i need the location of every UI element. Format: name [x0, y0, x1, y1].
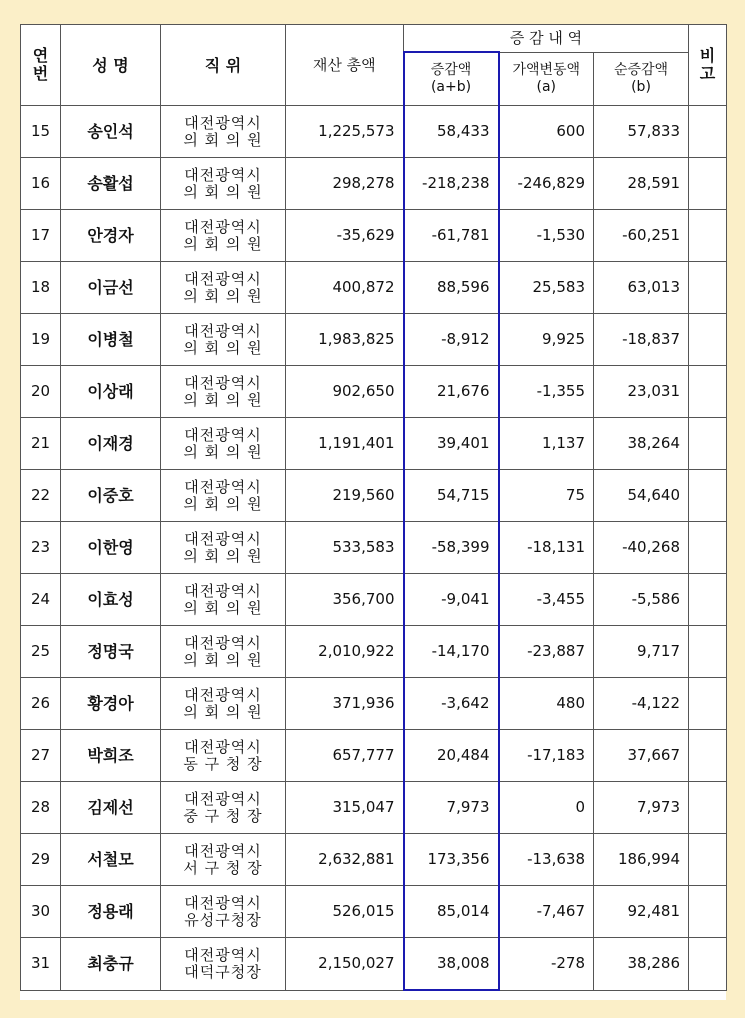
cell-remarks: [689, 418, 727, 470]
cell-name: 정용래: [61, 886, 161, 938]
cell-name: 이금선: [61, 262, 161, 314]
cell-price-change: -13,638: [499, 834, 594, 886]
cell-position: [161, 574, 286, 626]
cell-price-change: 480: [499, 678, 594, 730]
table-row: [21, 158, 727, 210]
table-row: [21, 938, 727, 991]
position-line-2: 의 회 의 원: [183, 702, 263, 721]
position-line-2: 의 회 의 원: [183, 442, 263, 461]
cell-total: 2,632,881: [286, 834, 404, 886]
cell-net-change: -4,122: [594, 678, 689, 730]
cell-position: [161, 262, 286, 314]
cell-total: 657,777: [286, 730, 404, 782]
cell-position: [161, 418, 286, 470]
cell-price-change: -3,455: [499, 574, 594, 626]
cell-net-change: -60,251: [594, 210, 689, 262]
cell-name: 최충규: [61, 938, 161, 991]
cell-total: 533,583: [286, 522, 404, 574]
cell-net-change: 92,481: [594, 886, 689, 938]
cell-net-change: 54,640: [594, 470, 689, 522]
cell-position: [161, 158, 286, 210]
table-row: [21, 730, 727, 782]
position-line-2: 의 회 의 원: [183, 130, 263, 149]
table-row: [21, 262, 727, 314]
cell-no: 20: [21, 366, 61, 418]
cell-name: 이한영: [61, 522, 161, 574]
cell-no: 30: [21, 886, 61, 938]
position-line-2: 의 회 의 원: [183, 234, 263, 253]
table-row: [21, 314, 727, 366]
header-change-total-label: 증감액: [430, 62, 472, 78]
header-price-change-label: 가액변동액: [512, 61, 581, 78]
cell-change-total: 38,008: [404, 938, 499, 991]
table-body: [21, 106, 727, 991]
cell-remarks: [689, 834, 727, 886]
cell-remarks: [689, 158, 727, 210]
asset-disclosure-sheet: [20, 24, 726, 1000]
position-line-2: 의 회 의 원: [183, 650, 263, 669]
cell-change-total: -9,041: [404, 574, 499, 626]
table-row: [21, 834, 727, 886]
position-line-2: 대덕구청장: [184, 962, 262, 981]
cell-change-total: 21,676: [404, 366, 499, 418]
position-line-1: 대전광역시: [184, 217, 262, 236]
position-line-1: 대전광역시: [184, 477, 262, 496]
position-line-2: 의 회 의 원: [183, 494, 263, 513]
cell-price-change: 600: [499, 106, 594, 158]
cell-position: [161, 626, 286, 678]
table-header: [21, 25, 727, 106]
cell-no: 18: [21, 262, 61, 314]
cell-price-change: -17,183: [499, 730, 594, 782]
position-line-1: 대전광역시: [184, 373, 262, 392]
position-line-1: 대전광역시: [184, 425, 262, 444]
cell-total: 219,560: [286, 470, 404, 522]
cell-total: 1,225,573: [286, 106, 404, 158]
cell-name: 김제선: [61, 782, 161, 834]
cell-remarks: [689, 470, 727, 522]
table-row: [21, 106, 727, 158]
position-line-2: 의 회 의 원: [183, 338, 263, 357]
cell-total: 1,983,825: [286, 314, 404, 366]
cell-price-change: 75: [499, 470, 594, 522]
cell-name: 송활섭: [61, 158, 161, 210]
cell-total: 298,278: [286, 158, 404, 210]
table-row: [21, 418, 727, 470]
cell-no: 16: [21, 158, 61, 210]
position-line-2: 의 회 의 원: [183, 286, 263, 305]
cell-remarks: [689, 782, 727, 834]
cell-remarks: [689, 626, 727, 678]
cell-net-change: 63,013: [594, 262, 689, 314]
header-net-change: [594, 52, 689, 106]
header-change-total: [404, 52, 499, 106]
position-line-1: 대전광역시: [184, 321, 262, 340]
cell-name: 서철모: [61, 834, 161, 886]
cell-net-change: 28,591: [594, 158, 689, 210]
position-line-1: 대전광역시: [184, 529, 262, 548]
cell-net-change: 38,286: [594, 938, 689, 991]
cell-total: 2,010,922: [286, 626, 404, 678]
cell-no: 27: [21, 730, 61, 782]
cell-position: [161, 834, 286, 886]
position-line-1: 대전광역시: [184, 269, 262, 288]
cell-no: 22: [21, 470, 61, 522]
cell-change-total: -58,399: [404, 522, 499, 574]
cell-change-total: -14,170: [404, 626, 499, 678]
table-row: [21, 522, 727, 574]
header-price-change-sub: (a): [536, 78, 556, 95]
cell-position: [161, 522, 286, 574]
cell-total: 356,700: [286, 574, 404, 626]
cell-name: 황경아: [61, 678, 161, 730]
position-line-2: 유성구청장: [184, 910, 262, 929]
cell-position: [161, 886, 286, 938]
position-line-1: 대전광역시: [184, 841, 262, 860]
cell-net-change: 57,833: [594, 106, 689, 158]
cell-position: [161, 470, 286, 522]
cell-remarks: [689, 678, 727, 730]
cell-total: 371,936: [286, 678, 404, 730]
cell-position: [161, 938, 286, 991]
cell-net-change: 186,994: [594, 834, 689, 886]
cell-net-change: -5,586: [594, 574, 689, 626]
header-no: 연번: [21, 25, 61, 106]
cell-total: 2,150,027: [286, 938, 404, 991]
cell-remarks: [689, 262, 727, 314]
cell-position: [161, 106, 286, 158]
position-line-1: 대전광역시: [184, 737, 262, 756]
position-line-2: 서 구 청 장: [183, 858, 263, 877]
cell-change-total: 20,484: [404, 730, 499, 782]
cell-price-change: 25,583: [499, 262, 594, 314]
cell-change-total: 85,014: [404, 886, 499, 938]
position-line-1: 대전광역시: [184, 633, 262, 652]
cell-position: [161, 210, 286, 262]
cell-no: 28: [21, 782, 61, 834]
table-row: [21, 470, 727, 522]
cell-price-change: 1,137: [499, 418, 594, 470]
cell-remarks: [689, 210, 727, 262]
cell-total: 400,872: [286, 262, 404, 314]
cell-name: 박희조: [61, 730, 161, 782]
table-row: [21, 626, 727, 678]
cell-name: 이병철: [61, 314, 161, 366]
position-line-1: 대전광역시: [184, 789, 262, 808]
cell-net-change: -40,268: [594, 522, 689, 574]
cell-price-change: -18,131: [499, 522, 594, 574]
position-line-2: 의 회 의 원: [183, 390, 263, 409]
header-net-change-label: 순증감액: [613, 61, 669, 78]
position-line-1: 대전광역시: [184, 165, 262, 184]
cell-no: 21: [21, 418, 61, 470]
cell-name: 이효성: [61, 574, 161, 626]
cell-position: [161, 314, 286, 366]
cell-net-change: 9,717: [594, 626, 689, 678]
cell-remarks: [689, 574, 727, 626]
cell-net-change: -18,837: [594, 314, 689, 366]
cell-change-total: -218,238: [404, 158, 499, 210]
cell-total: 902,650: [286, 366, 404, 418]
cell-no: 15: [21, 106, 61, 158]
cell-name: 이재경: [61, 418, 161, 470]
position-line-1: 대전광역시: [184, 581, 262, 600]
position-line-1: 대전광역시: [184, 893, 262, 912]
header-change-group: 증 감 내 역: [404, 25, 689, 53]
cell-no: 24: [21, 574, 61, 626]
cell-total: 315,047: [286, 782, 404, 834]
cell-price-change: -246,829: [499, 158, 594, 210]
cell-remarks: [689, 730, 727, 782]
cell-price-change: -1,355: [499, 366, 594, 418]
header-name: 성 명: [61, 25, 161, 106]
cell-change-total: 173,356: [404, 834, 499, 886]
cell-position: [161, 366, 286, 418]
cell-no: 25: [21, 626, 61, 678]
cell-net-change: 37,667: [594, 730, 689, 782]
cell-total: 526,015: [286, 886, 404, 938]
header-total: 재산 총액: [286, 25, 404, 106]
cell-change-total: -61,781: [404, 210, 499, 262]
header-change-total-sub: (a+b): [430, 79, 472, 95]
header-remarks: 비고: [689, 25, 727, 106]
cell-net-change: 7,973: [594, 782, 689, 834]
cell-name: 이중호: [61, 470, 161, 522]
header-position: 직 위: [161, 25, 286, 106]
cell-position: [161, 678, 286, 730]
cell-total: 1,191,401: [286, 418, 404, 470]
position-line-2: 의 회 의 원: [183, 546, 263, 565]
cell-no: 19: [21, 314, 61, 366]
cell-no: 29: [21, 834, 61, 886]
cell-no: 31: [21, 938, 61, 991]
cell-remarks: [689, 938, 727, 991]
cell-no: 17: [21, 210, 61, 262]
cell-price-change: -278: [499, 938, 594, 991]
cell-net-change: 38,264: [594, 418, 689, 470]
cell-price-change: -1,530: [499, 210, 594, 262]
table-row: [21, 678, 727, 730]
cell-change-total: -3,642: [404, 678, 499, 730]
cell-change-total: 58,433: [404, 106, 499, 158]
header-net-change-sub: (b): [631, 78, 651, 95]
position-line-1: 대전광역시: [184, 685, 262, 704]
cell-name: 송인석: [61, 106, 161, 158]
cell-remarks: [689, 886, 727, 938]
cell-price-change: 9,925: [499, 314, 594, 366]
cell-remarks: [689, 522, 727, 574]
cell-net-change: 23,031: [594, 366, 689, 418]
cell-price-change: -7,467: [499, 886, 594, 938]
cell-position: [161, 730, 286, 782]
cell-position: [161, 782, 286, 834]
table-row: [21, 886, 727, 938]
cell-remarks: [689, 106, 727, 158]
cell-change-total: 88,596: [404, 262, 499, 314]
cell-price-change: -23,887: [499, 626, 594, 678]
table-row: [21, 366, 727, 418]
cell-name: 정명국: [61, 626, 161, 678]
position-line-1: 대전광역시: [184, 113, 262, 132]
cell-no: 23: [21, 522, 61, 574]
cell-total: -35,629: [286, 210, 404, 262]
cell-name: 안경자: [61, 210, 161, 262]
cell-price-change: 0: [499, 782, 594, 834]
position-line-1: 대전광역시: [184, 945, 262, 964]
position-line-2: 의 회 의 원: [183, 598, 263, 617]
position-line-2: 동 구 청 장: [183, 754, 263, 773]
cell-change-total: 39,401: [404, 418, 499, 470]
cell-change-total: 7,973: [404, 782, 499, 834]
cell-no: 26: [21, 678, 61, 730]
table-row: [21, 210, 727, 262]
table-row: [21, 574, 727, 626]
position-line-2: 의 회 의 원: [183, 182, 263, 201]
cell-change-total: -8,912: [404, 314, 499, 366]
position-line-2: 중 구 청 장: [183, 806, 263, 825]
table-row: [21, 782, 727, 834]
cell-change-total: 54,715: [404, 470, 499, 522]
cell-remarks: [689, 366, 727, 418]
cell-remarks: [689, 314, 727, 366]
header-price-change: [499, 52, 594, 106]
asset-table: [20, 24, 727, 991]
cell-name: 이상래: [61, 366, 161, 418]
